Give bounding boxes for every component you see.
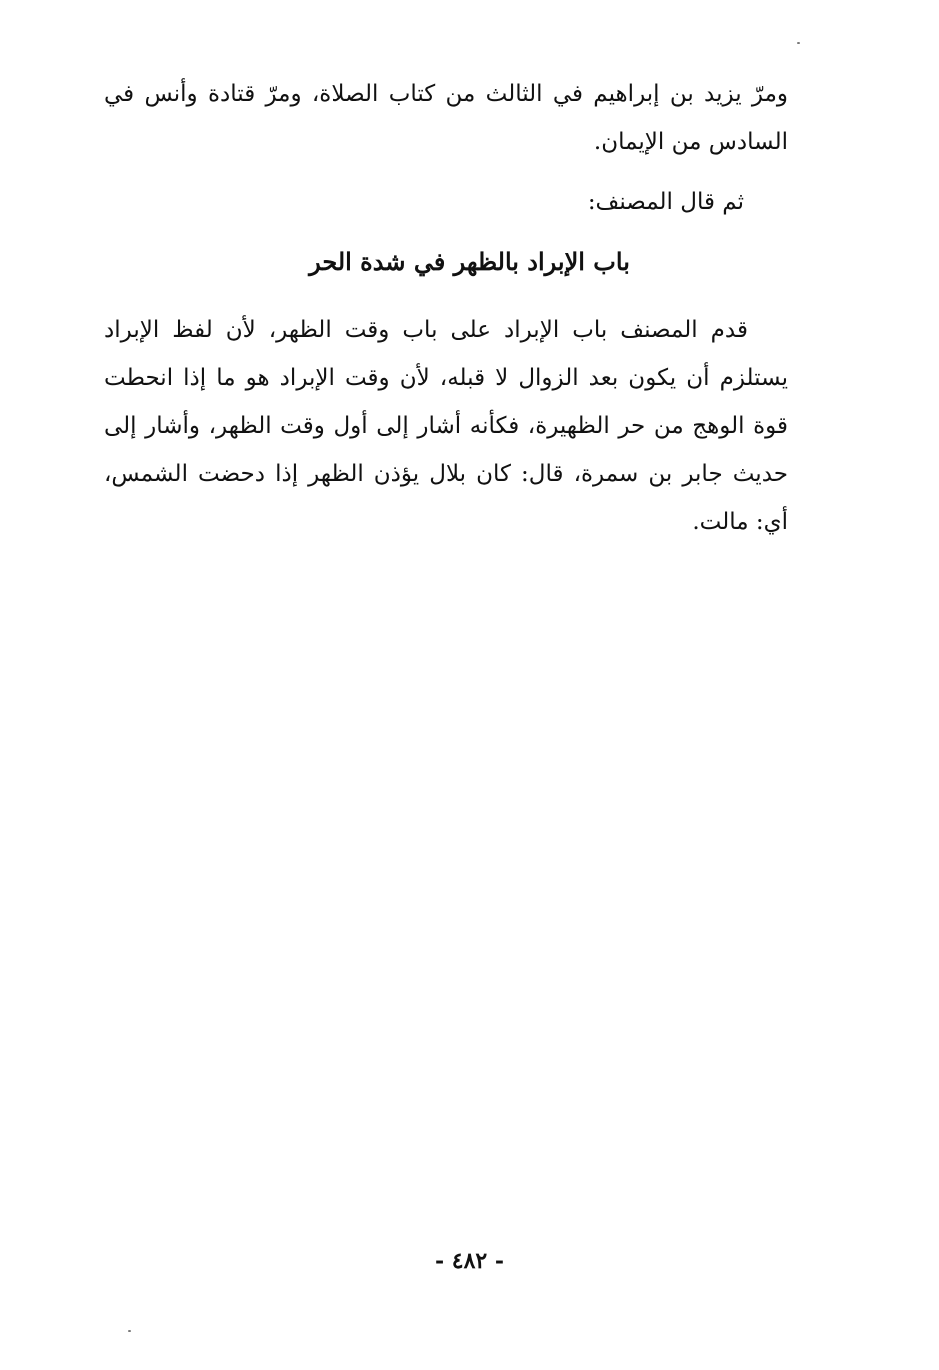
page-number: - ٤٨٢ - [434, 1248, 505, 1274]
main-paragraph: قدم المصنف باب الإبراد على باب وقت الظهر، لأن لفظ الإبراد يستلزم أن يكون بعد الزوال لا قبله، لأن وقت الإبراد هو ما إذا انحطت قوة الوهج من حر الظهيرة، فكأنه أشار إلى أول وقت الظهر، وأشار إلى حديث جابر بن سمرة، قال: كان بلال يؤذن الظهر إذا دحضت الشمس، أي: مالت. [104, 317, 788, 535]
intro-paragraph: ومرّ يزيد بن إبراهيم في الثالث من كتاب الصلاة، ومرّ قتادة وأنس في السادس من الإيمان. [104, 81, 788, 155]
scan-speck [797, 42, 800, 44]
chapter-heading: باب الإبراد بالظهر في شدة الحر [309, 247, 630, 276]
scan-speck [128, 1330, 131, 1332]
author-says-line: ثم قال المصنف: [587, 189, 744, 215]
